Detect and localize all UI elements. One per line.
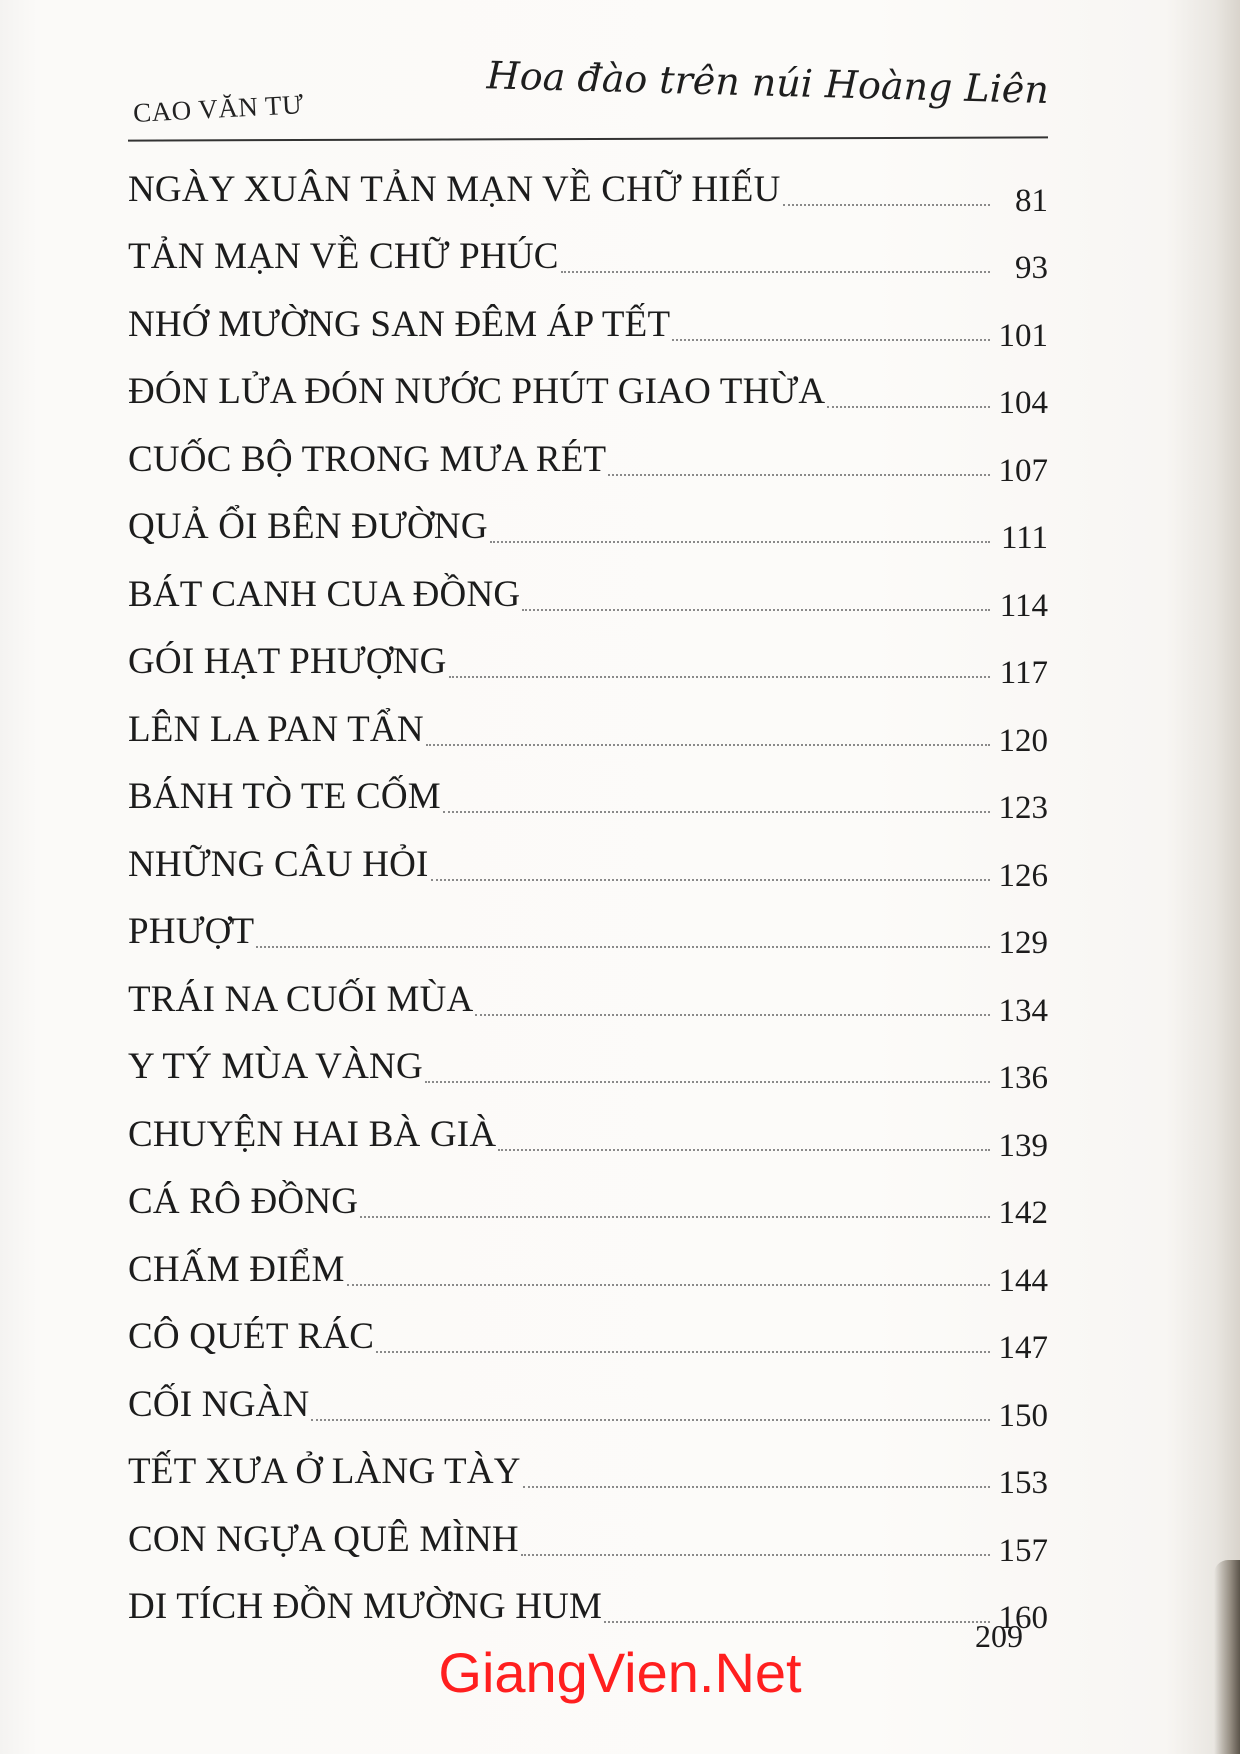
toc-entry-page: 153: [998, 1465, 1048, 1501]
toc-entry: [128, 1095, 1048, 1163]
watermark: GiangVien.Net: [438, 1641, 802, 1704]
toc-entry: [128, 1568, 1048, 1636]
toc-entry: [128, 623, 1048, 691]
toc-leader-dots: [608, 474, 990, 476]
toc-entry-page: 114: [999, 587, 1048, 624]
toc-leader-dots: [376, 1351, 990, 1353]
toc-leader-dots: [604, 1621, 990, 1623]
toc-entry: [128, 488, 1048, 556]
toc-leader-dots: [256, 946, 990, 948]
toc-entry: [128, 690, 1048, 758]
toc-entry-page: 120: [998, 722, 1048, 759]
toc-entry-title: CON NGỰA QUÊ MÌNH: [128, 1518, 519, 1560]
toc-entry: [128, 1028, 1048, 1096]
book-title: Hoa đào trên núi Hoàng Liên: [485, 53, 1050, 112]
toc-entry-title: TẢN MẠN VỀ CHỮ PHÚC: [128, 236, 559, 277]
toc-entry: [128, 893, 1048, 961]
toc-entry-page: 160: [998, 1600, 1048, 1636]
toc-leader-dots: [475, 1014, 990, 1016]
toc-entry-page: 117: [999, 655, 1048, 691]
toc-leader-dots: [523, 1486, 990, 1488]
toc-entry: [128, 1163, 1048, 1231]
toc-leader-dots: [498, 1149, 990, 1151]
toc-entry-title: BÁT CANH CUA ĐỒNG: [128, 573, 521, 615]
toc-entry: [128, 825, 1048, 893]
toc-entry-page: 150: [998, 1397, 1048, 1434]
toc-leader-dots: [522, 609, 990, 611]
toc-entry-title: CỐI NGÀN: [128, 1383, 310, 1425]
toc-leader-dots: [311, 1419, 990, 1421]
toc-entry-title: Y TÝ MÙA VÀNG: [128, 1046, 423, 1087]
toc-entry-title: NHỮNG CÂU HỎI: [128, 843, 429, 885]
toc-entry: [128, 555, 1048, 623]
toc-entry-page: 142: [998, 1195, 1048, 1231]
toc-leader-dots: [783, 204, 990, 206]
author-name: CAO VĂN TƯ: [132, 89, 305, 129]
toc-entry-page: 123: [998, 790, 1048, 826]
header-rule: [128, 136, 1048, 141]
toc-entry-title: TẾT XƯA Ở LÀNG TÀY: [128, 1451, 521, 1492]
toc-entry-title: TRÁI NA CUỐI MÙA: [128, 978, 474, 1020]
toc-entry-page: 157: [998, 1532, 1048, 1569]
toc-entry-page: 136: [998, 1060, 1048, 1096]
toc-entry-page: 144: [998, 1262, 1048, 1299]
toc-entry-title: ĐÓN LỬA ĐÓN NƯỚC PHÚT GIAO THỪA: [128, 371, 826, 412]
toc-entry: [128, 1500, 1048, 1568]
toc-leader-dots: [827, 406, 990, 408]
toc-entry-title: GÓI HẠT PHƯỢNG: [128, 641, 447, 682]
toc-entry-page: 107: [998, 452, 1048, 489]
running-header: [128, 53, 1050, 148]
toc-entry-title: CUỐC BỘ TRONG MƯA RÉT: [128, 438, 607, 480]
toc-entry-page: 139: [998, 1127, 1048, 1164]
toc-entry: [128, 150, 1048, 218]
toc-entry-title: NGÀY XUÂN TẢN MẠN VỀ CHỮ HIẾU: [128, 168, 781, 210]
toc-entry-title: CÔ QUÉT RÁC: [128, 1316, 375, 1357]
toc-entry-title: BÁNH TÒ TE CỐM: [128, 776, 441, 817]
toc-entry-title: CHẤM ĐIỂM: [128, 1248, 345, 1290]
toc-leader-dots: [443, 811, 990, 813]
toc-leader-dots: [490, 541, 990, 543]
toc-leader-dots: [561, 271, 990, 273]
toc-entry: [128, 1298, 1048, 1366]
toc-entry-title: DI TÍCH ĐỒN MƯỜNG HUM: [128, 1586, 603, 1627]
toc-entry: [128, 218, 1048, 286]
toc-entry-page: 104: [998, 385, 1048, 421]
toc-entry: [128, 758, 1048, 826]
toc-entry: [128, 1230, 1048, 1298]
toc-leader-dots: [360, 1216, 990, 1218]
toc-entry: [128, 960, 1048, 1028]
toc-entry-title: LÊN LA PAN TẨN: [128, 708, 424, 750]
toc-entry: [128, 285, 1048, 353]
toc-entry-page: 101: [998, 317, 1048, 354]
toc-entry: [128, 353, 1048, 421]
toc-entry-title: QUẢ ỔI BÊN ĐƯỜNG: [128, 506, 488, 547]
toc-entry-page: 81: [1015, 182, 1048, 219]
toc-leader-dots: [347, 1284, 990, 1286]
toc-entry-page: 111: [1000, 520, 1048, 556]
toc-leader-dots: [672, 339, 990, 341]
toc-entry-page: 147: [998, 1330, 1048, 1366]
toc-leader-dots: [426, 744, 990, 746]
toc-entry-page: 134: [998, 992, 1048, 1029]
toc-entry-page: 126: [998, 857, 1048, 894]
toc-entry-title: PHƯỢT: [128, 911, 255, 952]
toc-leader-dots: [431, 879, 990, 881]
toc-entry-title: CHUYỆN HAI BÀ GIÀ: [128, 1113, 497, 1155]
toc-leader-dots: [449, 676, 990, 678]
toc-entry: [128, 420, 1048, 488]
toc-leader-dots: [521, 1554, 990, 1556]
toc-entry-page: 93: [1015, 250, 1048, 286]
table-of-contents: [128, 150, 1048, 1635]
toc-entry-title: CÁ RÔ ĐỒNG: [128, 1181, 359, 1222]
toc-entry-title: NHỚ MƯỜNG SAN ĐÊM ÁP TẾT: [128, 303, 671, 345]
toc-entry: [128, 1365, 1048, 1433]
toc-entry: [128, 1433, 1048, 1501]
toc-leader-dots: [425, 1081, 990, 1083]
page-number: 209: [975, 1618, 1023, 1654]
toc-entry-page: 129: [998, 925, 1048, 961]
